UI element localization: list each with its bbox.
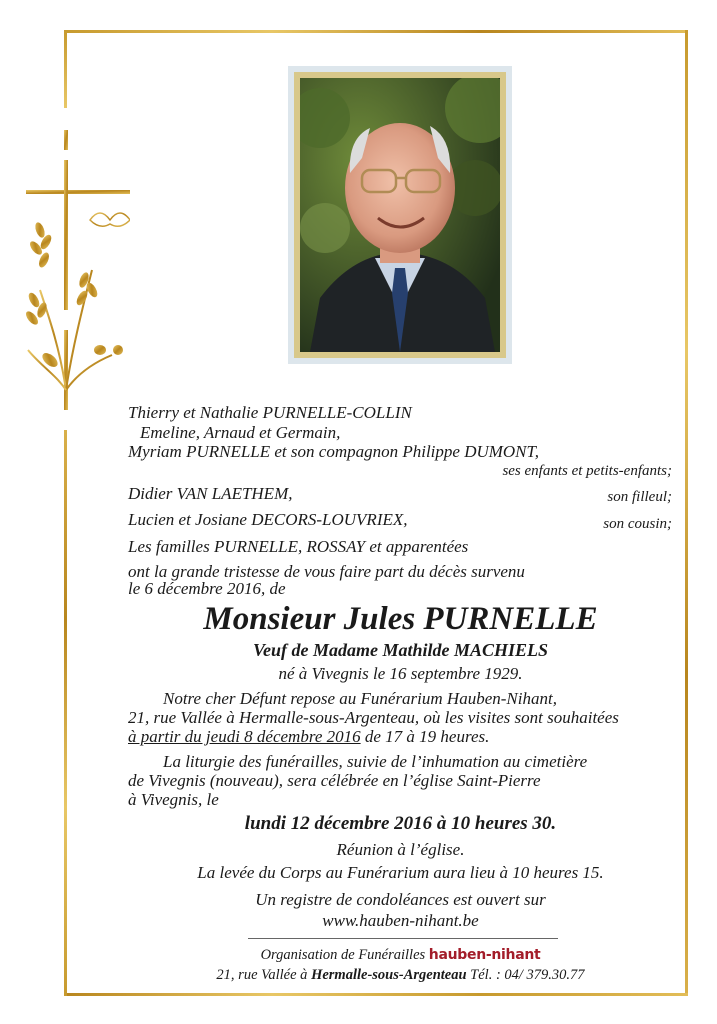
footer-org-prefix: Organisation de Funérailles xyxy=(260,947,426,963)
hauben-nihant-logo: hauben-nihant xyxy=(428,947,541,963)
family-role-cousin: son cousin; xyxy=(603,516,672,532)
family-line-5: Lucien et Josiane DECORS-LOUVRIEX, xyxy=(128,510,408,529)
website-link[interactable]: www.hauben-nihant.be xyxy=(322,911,479,930)
birth-line: né à Vivegnis le 16 septembre 1929. xyxy=(278,664,523,683)
visit-hours: de 17 à 19 heures. xyxy=(364,727,490,746)
funerarium-line-1: Notre cher Défunt repose au Funérarium Hauben-Nihant, xyxy=(163,689,557,708)
family-line-6: Les familles PURNELLE, ROSSAY et apparentées xyxy=(128,537,469,556)
frame-left-border-bottom xyxy=(64,430,67,996)
levee-line: La levée du Corps au Funérarium aura lieu à 10 heures 15. xyxy=(197,863,604,882)
visit-date: à partir du jeudi 8 décembre 2016 xyxy=(128,727,361,746)
family-role-children: ses enfants et petits-enfants; xyxy=(502,463,672,479)
family-line-8: le 6 décembre 2016, de xyxy=(128,579,286,598)
frame-right-border xyxy=(685,30,688,996)
funeral-date: lundi 12 décembre 2016 à 10 heures 30. xyxy=(244,813,557,834)
footer-organisation xyxy=(128,946,673,964)
footer-separator xyxy=(248,938,558,939)
family-line-2: Emeline, Arnaud et Germain, xyxy=(140,423,341,442)
frame-top-border xyxy=(64,30,688,33)
liturgy-line-2: de Vivegnis (nouveau), sera célébrée en l’église Saint-Pierre xyxy=(128,771,541,790)
deceased-name: Monsieur Jules PURNELLE xyxy=(203,601,598,637)
portrait-photo xyxy=(300,78,500,352)
frame-left-border-top xyxy=(64,30,67,108)
family-line-4: Didier VAN LAETHEM, xyxy=(128,484,293,503)
liturgy-line-3: à Vivegnis, le xyxy=(128,790,219,809)
family-line-1: Thierry et Nathalie PURNELLE-COLLIN xyxy=(128,403,412,422)
family-role-godson: son filleul; xyxy=(607,489,672,505)
registry-line: Un registre de condoléances est ouvert sur xyxy=(255,890,546,909)
funerarium-line-3 xyxy=(128,727,489,747)
footer-tel: Tél. : 04/ 379.30.77 xyxy=(470,967,585,983)
widower-line: Veuf de Madame Mathilde MACHIELS xyxy=(252,640,549,660)
footer-addr-prefix: 21, rue Vallée à xyxy=(216,967,308,983)
family-line-3: Myriam PURNELLE et son compagnon Philippe DUMONT, xyxy=(128,442,539,461)
portrait-frame xyxy=(288,66,512,364)
funerarium-line-2: 21, rue Vallée à Hermalle-sous-Argenteau, où les visites sont souhaitées xyxy=(128,708,619,727)
footer-address xyxy=(128,966,673,984)
family-line-7: ont la grande tristesse de vous faire part du décès survenu xyxy=(128,562,525,581)
frame-bottom-border xyxy=(64,993,688,996)
cross-wheat-ornament-icon xyxy=(20,130,130,410)
footer-addr-city: Hermalle-sous-Argenteau xyxy=(311,967,467,983)
reunion-line: Réunion à l’église. xyxy=(336,840,465,859)
liturgy-line-1: La liturgie des funérailles, suivie de l’inhumation au cimetière xyxy=(163,752,588,771)
